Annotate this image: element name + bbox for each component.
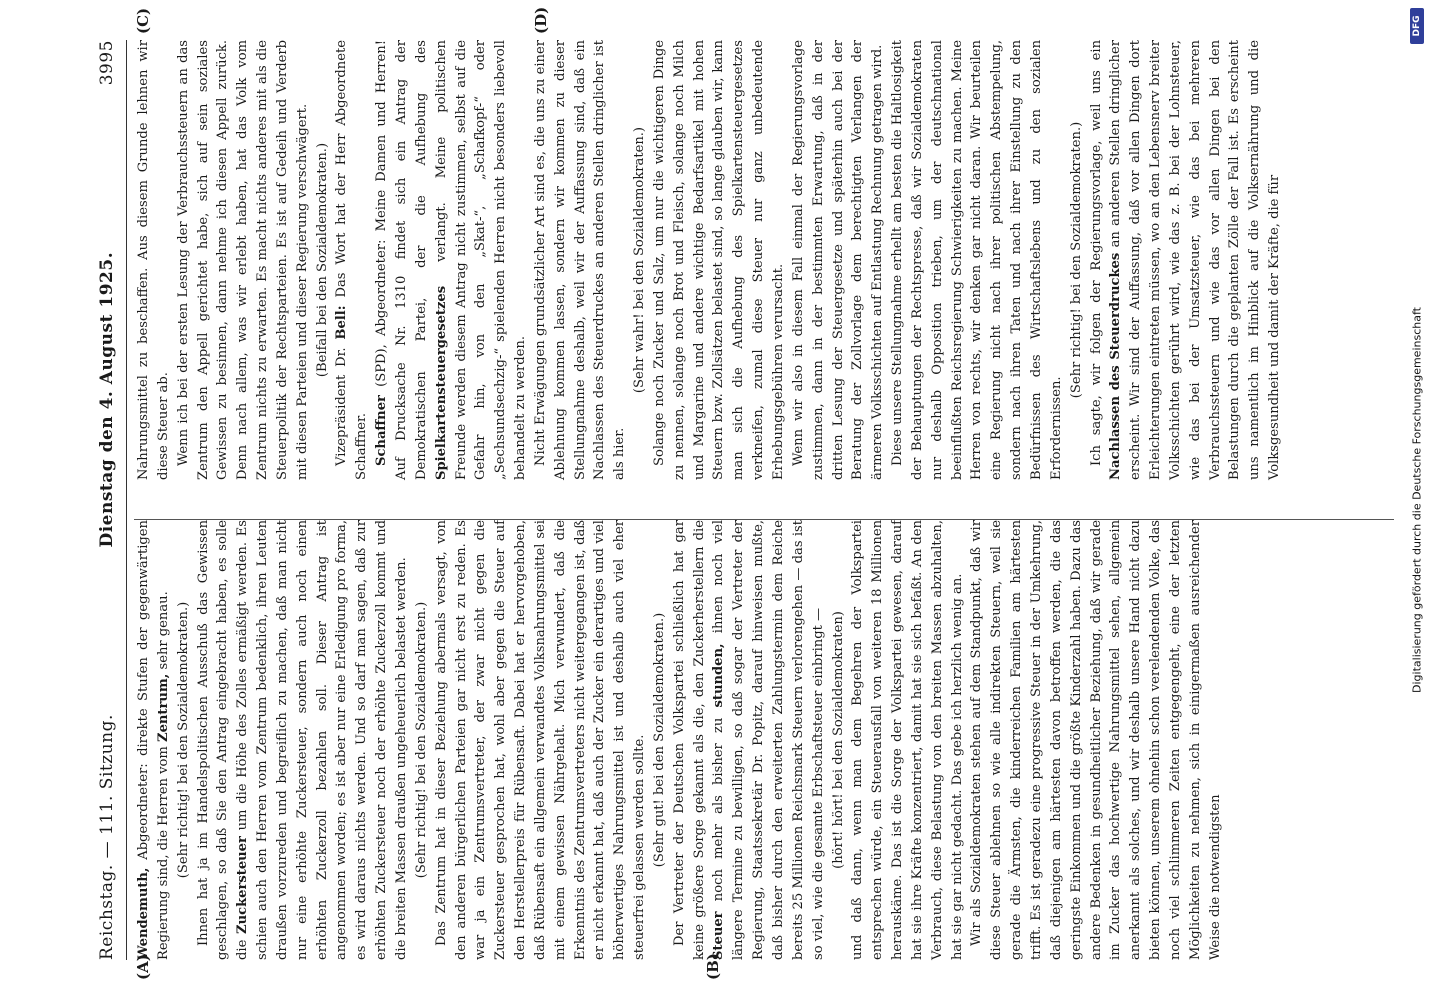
paragraph [531,40,630,480]
text-run: (Sehr richtig! bei den Sozialdemokraten.) [413,601,429,879]
text-run: Der Vertreter der Deutschen Volkspartei schließlich hat gar keine größere Sorge gekannt als die, den Zuckerherstellern die [671,520,707,960]
page-header [92,40,122,960]
text-run: an anderen Stellen dringlicher erscheint. Wir sind der Auffassung, daß vor allen Dingen dort Erleichterungen eintreten müssen, wo an den Lebensnerv breiter Volksschichten gerührt wird, wie das z. B. bei der Lohnsteuer, wie das bei der Umsatzsteuer, wie das bei mehreren Verbrauchssteuern und wie das vor allen Dingen bei den Belastungen durch die geplanten Zölle der Fall ist. Es erscheint uns namentlich im Hinblick auf die Volksernährung und die Volksgesundheit und damit der Kräfte, die für [1108,40,1283,480]
header-rule [126,40,127,960]
paragraph [650,40,789,480]
bold-term: Zentrum, [155,673,171,742]
funding-notice: Digitalisierung gefördert durch die Deutsche Forschungsgemeinschaft [1410,307,1424,693]
text-run: (Sehr richtig! bei den Sozialdemokraten.) [1068,121,1084,399]
text-run: (Sehr gut! bei den Sozialdemokraten.) [651,612,667,868]
text-run: Diese unsere Stellungnahme erhellt am besten die Haltlosigkeit der Behauptungen der Rechtspresse, daß wir Sozialdemokraten nur deshalb Opposition trieben, um der deutschnational beeinflußten Reichsregierung Schwierigkeiten zu machen. Meine Herren von rechts, wir denken gar nicht daran. Wir beurteilen eine Regierung nicht nach ihrer politischen Abstempelung, sondern nach ihren Taten und nach ihrer Einstellung zu den Bedürfnissen des Wirtschaftslebens und zu den sozialen Erfordernissen. [890,40,1064,480]
interjection [650,520,670,960]
margin-marker-d: (D) [532,6,550,34]
text-run: Das Zentrum hat in dieser Beziehung abermals versagt, von den anderen bürgerlichen Parteien gar nicht erst zu reden. Es war ja ein Zentrumsvertreter, der zwar nicht gegen die Zuckersteuer gesprochen hat, wohl aber gegen die Steuer auf den Herstellerpreis für Rübensaft. Dabei hat er hervorgehoben, daß Rübensaft ein allgemein verwandtes Volksnahrungsmittel sei mit einem gewissen Nährgehalt. Mich verwundert, daß die Erkenntnis des Zentrumsvertreters nicht weitergegangen ist, daß er nicht erkannt hat, daß auch der Zucker ein derartiges und viel höherwertiges Nahrungsmittel ist und deshalb auch viel eher steuerfrei gelassen werden sollte. [433,520,648,960]
paragraph [967,520,1225,960]
paragraph [670,520,829,960]
text-run: Nicht Erwägungen grundsätzlicher Art sind es, die uns zu einer Ablehnung kommen lassen, sondern wir kommen zu dieser Stellungnahme deshalb, weil wir der Auffassung sind, daß ein Nachlassen des Steuerdruckes an anderen Stellen dringlicher ist als hier. [532,40,628,480]
paragraph [848,520,967,960]
paragraph [372,40,531,480]
right-column [134,40,1285,480]
text-run: Das Wort hat der Herr Abgeordnete Schaffner. [334,39,370,480]
paragraph [194,520,412,960]
text-run: noch mehr als bisher zu [711,707,727,912]
interjection [1067,40,1087,480]
text-run: Vizepräsident Dr. [334,339,350,466]
interjection [313,40,333,480]
bold-term: Steuer [711,911,727,960]
text-run: ihnen noch viel längere Termine zu bewilligen, so daß sogar der Vertreter der Regierung, Staatssekretär Dr. Popitz, darauf hinweisen mußte, daß bisher durch den erweiterten Zahlungstermin dem Reiche bereits 25 Millionen Reichsmark Steuern verlorengehen — das ist so viel, wie die gesamte Erbschaftsteuer einbringt — [711,519,826,960]
text-run: (Beifall bei den Sozialdemokraten.) [314,142,330,378]
interjection [412,520,432,960]
header-date: Dienstag den 4. August 1925. [97,251,117,548]
text-run: Nahrungsmittel zu beschaffen. Aus diesem Grunde lehnen wir diese Steuer ab. [136,40,171,480]
text-run: Abgeordneter: direkte Stufen der gegenwärtigen Regierung sind, die Herren vom [136,520,171,960]
margin-marker-c: (C) [134,7,152,34]
column-divider [134,519,1394,520]
interjection [174,520,194,960]
interjection [630,40,650,480]
text-run: verlangt. Meine politischen Freunde werden diesem Antrag nicht zustimmen, selbst auf die Gefahr hin, von den „Skat-“, „Schafkopf-“ oder „Sechsundsechzig-“ spielenden Herren nicht besonders liebevoll behandelt zu werden. [433,40,529,480]
left-column [134,520,1225,960]
bold-term: stunden, [711,643,727,708]
text-run: sehr genau. [155,591,171,674]
bold-term: Wendemuth, [136,859,151,960]
paragraph [332,40,372,480]
bold-term: Zuckersteuer [235,836,251,934]
paragraph [432,520,650,960]
page-number: 3995 [97,40,117,86]
text-run: Ich sagte, wir folgen der Regierungsvorlage, weil uns ein [1088,40,1104,466]
document-page [92,0,1402,1000]
dfg-logo: DFG [1410,8,1424,44]
text-run: Solange noch Zucker und Salz, um nur die wichtigeren Dinge zu nennen, solange noch Brot und Fleisch, solange noch Milch und Margarine und andere wichtige Bedarfsartikel mit hohen Steuern bzw. Zollsätzen belastet sind, so lange glauben wir, kann man sich die Aufhebung des Spielkartensteuergesetzes verkneifen, zumal diese Steuer nur ganz unbedeutende Erhebungsgebühren verursacht. [651,40,786,480]
bold-term: Spielkartensteuergesetzes [433,285,449,480]
text-run: Wenn wir also in diesem Fall einmal der Regierungsvorlage zustimmen, dann in der bestimmten Erwartung, daß in der dritten Lesung der Steuergesetze und späterhin auch bei der Beratung der Zollvorlage dem berechtigten Verlangen der ärmeren Volksschichten auf Entlastung Rechnung getragen wird. [790,40,886,480]
text-run: (Sehr richtig! bei den Sozialdemokraten.) [175,601,191,879]
text-run: (hört! hört! bei den Sozialdemokraten) [830,611,846,869]
text-run: (SPD), Abgeordneter: Meine Damen und Herren! Auf Drucksache Nr. 1310 findet sich ein Antrag der Demokratischen Partei, der die Aufhebung des [374,40,429,480]
text-run: Wir als Sozialdemokraten stehen auf dem Standpunkt, daß wir diese Steuer ablehnen so wie alle indirekten Steuern, weil sie gerade die Ärmsten, die kinderreichen Familien am härtesten trifft. Es ist geradezu eine progressive Steuer in der Umkehrung, daß diejenigen am härtesten davon betroffen werden, die das geringste Einkommen und die größte Kinderzahl haben. Dazu das andere Bedenken in gesundheitlicher Beziehung, daß wir gerade im Zucker das hochwertige Nahrungsmittel sehen, allgemein anerkannt als solches, und wir deshalb unsere Hand nicht dazu bieten können, unserem ohnehin schon verelendenden Volke, das noch viel schlimmeren Zeiten entgegengeht, eine der letzten Möglichkeiten zu nehmen, sich in einigermaßen ausreichender Weise die notwendigsten [969,520,1223,960]
bold-term: Schaffner [374,395,390,466]
text-run: Wenn ich bei der ersten Lesung der Verbrauchssteuern an das Zentrum den Appell gerichtet habe, sich auf sein soziales Gewissen zu besinnen, dann nehme ich diesen Appell zurück. Denn nach allem, was wir erlebt haben, hat das Volk vom Zentrum nichts zu erwarten. Es macht nichts anderes mit als die Steuerpolitik der Rechtsparteien. Es ist auf Gedeih und Verderb mit diesen Parteien und dieser Regierung verschwägert. [175,40,310,480]
paragraph [134,520,174,960]
text-run: (Sehr wahr! bei den Sozialdemokraten.) [632,126,648,394]
header-session: Reichstag. — 111. Sitzung. [97,714,117,960]
paragraph [789,40,888,480]
interjection [829,520,849,960]
paragraph [174,40,313,480]
bold-term: Nachlassen des Steuerdruckes [1108,252,1124,480]
margin-marker-a: (A) [134,954,152,980]
bold-term: Bell: [334,305,350,340]
paragraph [1087,40,1285,480]
text-run: und daß dann, wenn man dem Begehren der Volkspartei entsprechen würde, ein Steuerausfall von weiteren 18 Millionen herauskäme. Das ist die Sorge der Volkspartei gewesen, darauf hat sie ihre Kräfte konzentriert, damit hat sie sich befaßt. An den Verbrauch, diese Belastung von den breiten Massen abzuhalten, hat sie gar nicht gedacht. Das gebe ich herzlich wenig an. [850,520,965,960]
paragraph [134,40,174,480]
digitization-sidebar [1400,0,1434,1000]
text-run: um die Höhe des Zolles ermäßigt werden. Es schien auch den Herren vom Zentrum bedenklich, ihren Leuten draußen vorzureden und begreiflich zu machen, daß man nicht nur eine erhöhte Zuckersteuer, sondern auch noch einen erhöhten Zuckerzoll bezahlen soll. Dieser Antrag ist angenommen worden; es ist aber nur eine Erledigung pro forma, es wird daraus nichts werden. Und so darf man sagen, daß zur erhöhten Zuckersteuer noch der erhöhte Zuckerzoll kommt und die breiten Massen draußen ungeheuerlich belastet werden. [235,519,409,960]
paragraph [888,40,1067,480]
margin-marker-b: (B) [704,953,722,980]
text-run: Ihnen hat ja im Handelspolitischen Ausschuß das Gewissen geschlagen, so daß Sie den Antrag eingebracht haben, es solle die [195,520,251,960]
